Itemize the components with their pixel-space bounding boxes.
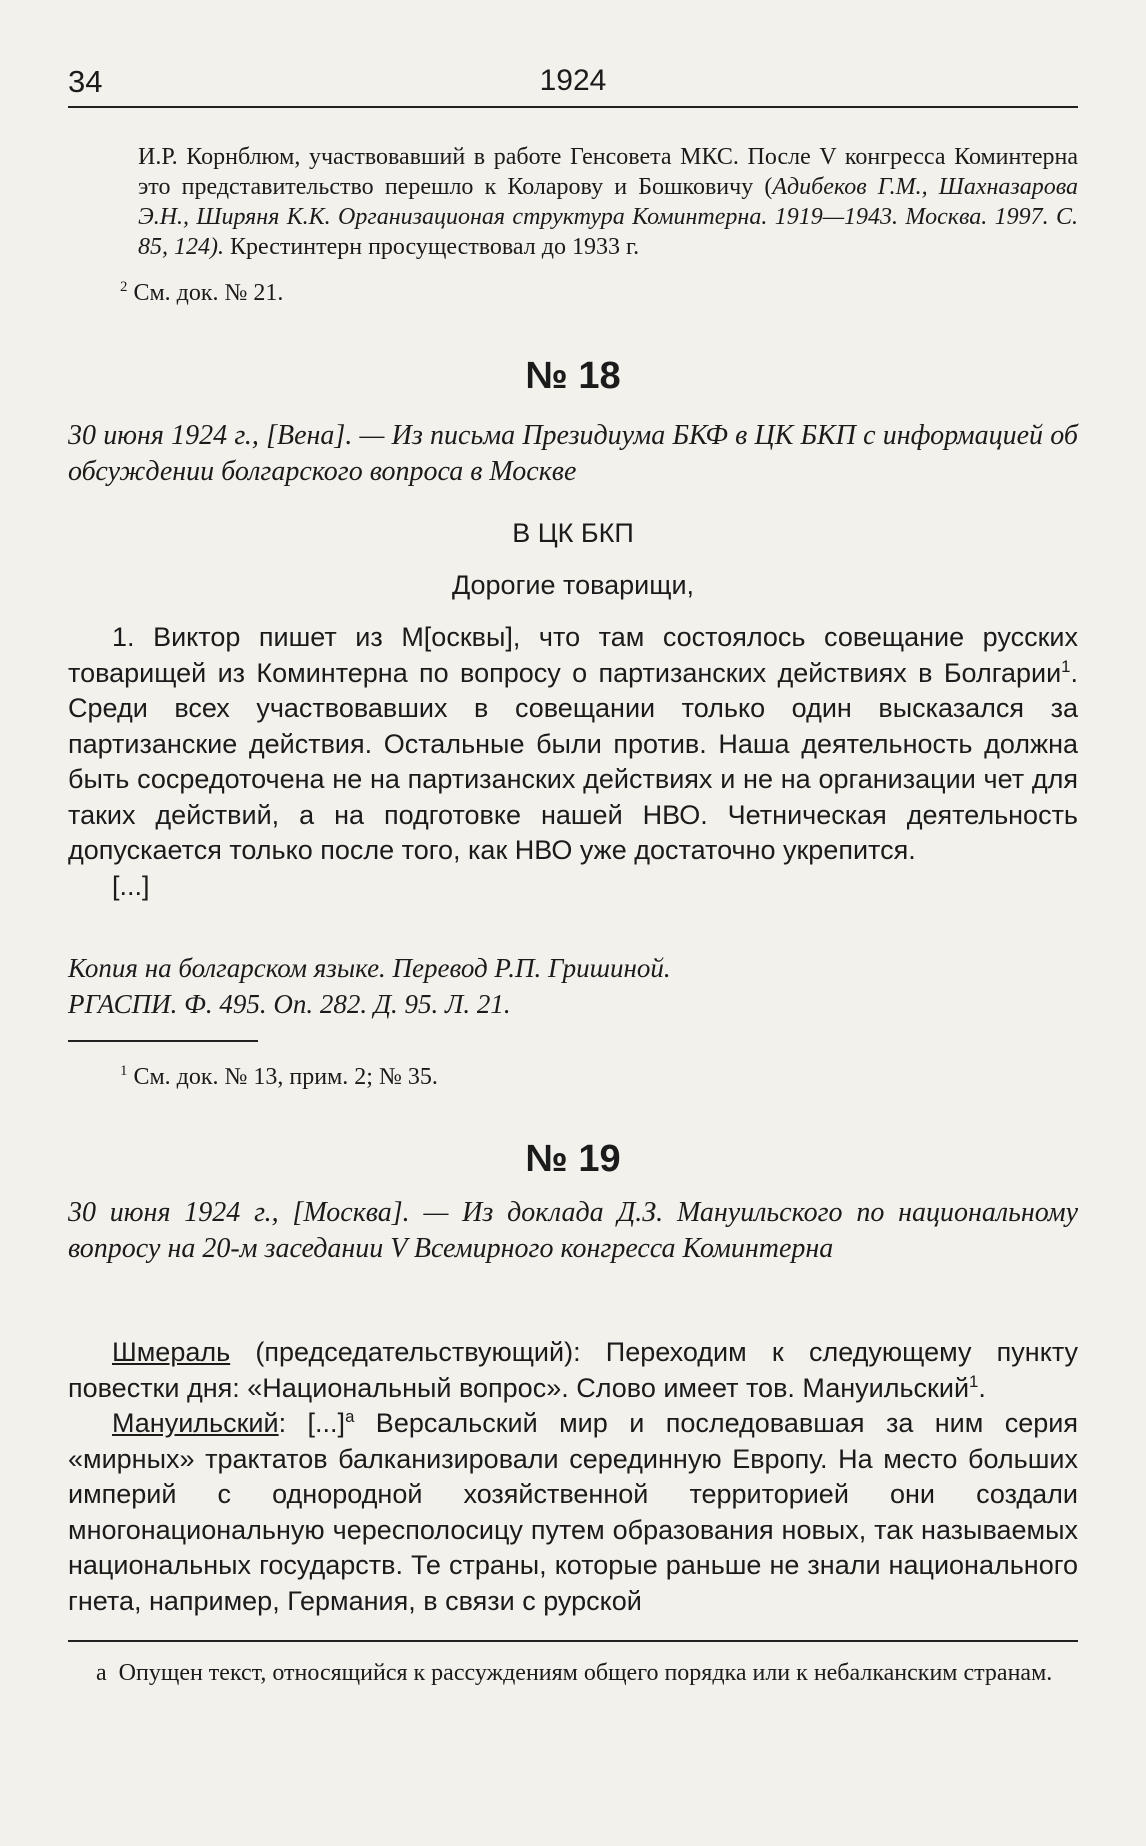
document-18-paragraph-1-rest: . Среди всех участвовавших в совещании только один высказался за партизанские действия. Остальные были против. Наша деятельность должна быть сосредоточена не на партизанских действиях и не на организации чет для таких действий, а на подготовке нашей НВО. Четническая деятельность допускается только после того, как НВО уже достаточно укрепится. bbox=[68, 657, 1078, 865]
continued-footnote-text-end: Крестинтерн просуществовал до 1933 г. bbox=[224, 234, 640, 260]
speech-shmeral-end: . bbox=[978, 1372, 986, 1403]
document-18-body bbox=[68, 620, 1078, 904]
document-number-19: № 19 bbox=[525, 1138, 621, 1180]
document-18-addressee: В ЦК БКП bbox=[512, 518, 634, 548]
document-18-footnote bbox=[120, 1062, 1100, 1092]
document-19-footnote-text: Опущен текст, относящийся к рассуждениям общего порядка или к небалканским странам. bbox=[118, 1660, 1053, 1686]
archive-note bbox=[68, 950, 1078, 1022]
archive-note-reference: РГАСПИ. Ф. 495. Оп. 282. Д. 95. Л. 21. bbox=[68, 989, 511, 1019]
document-19-footnote-marker: а bbox=[96, 1660, 107, 1686]
continued-footnote-citation: Адибеков Г.М., Шахназарова Э.Н., Ширяня К.К. Организационая структура Коминтерна. 1919—1943. Москва. 1997. С. 85, 124). bbox=[138, 174, 1078, 260]
page-number: 34 bbox=[68, 64, 103, 99]
document-18-heading: 30 июня 1924 г., [Вена]. — Из письма Президиума БКФ в ЦК БКП с информацией об обсуждении болгарского вопроса в Москве bbox=[68, 420, 1078, 487]
footnote-divider bbox=[68, 1640, 1078, 1642]
archive-note-translation: Копия на болгарском языке. Перевод Р.П. Гришиной. bbox=[68, 953, 671, 983]
speaker-manuilsky: Мануильский bbox=[112, 1408, 279, 1438]
footnote-divider bbox=[68, 1040, 258, 1042]
footnote-2-marker: 2 bbox=[120, 279, 128, 295]
continued-footnote bbox=[138, 142, 1078, 262]
document-18-salutation: Дорогие товарищи, bbox=[451, 570, 695, 600]
document-19-body bbox=[68, 1335, 1078, 1619]
speech-manuilsky-omission: : [...] bbox=[278, 1408, 346, 1438]
footnote-2 bbox=[120, 280, 283, 307]
footnote-ref-a: a bbox=[345, 1407, 355, 1426]
footnote-ref-1: 1 bbox=[1061, 656, 1071, 676]
document-18-paragraph-1: 1. Виктор пишет из М[осквы], что там состоялось совещание русских товарищей из Коминтерна по вопросу о партизанских действиях в Болгарии bbox=[68, 622, 1078, 688]
footnote-2-text: См. док. № 21. bbox=[133, 280, 284, 306]
document-19-footnote bbox=[96, 1658, 1078, 1688]
speaker-shmeral: Шмераль bbox=[112, 1337, 231, 1367]
omission-mark: [...] bbox=[112, 870, 150, 901]
continued-footnote-text: И.Р. Корнблюм, участвовавший в работе Генсовета МКС. После V конгресса Коминтерна это представительство перешло к Коларову и Бошковичу ( bbox=[138, 144, 1078, 200]
running-header bbox=[68, 58, 1078, 108]
running-title-year: 1924 bbox=[539, 64, 607, 97]
document-18-footnote-text: См. док. № 13, прим. 2; № 35. bbox=[133, 1064, 438, 1090]
document-19-heading: 30 июня 1924 г., [Москва]. — Из доклада Д.З. Мануильского по национальному вопросу на 20-м заседании V Всемирного конгресса Коминтерна bbox=[68, 1197, 1078, 1264]
speech-shmeral: (председательствующий): Переходим к следующему пункту повестки дня: «Национальный вопрос». Слово имеет тов. Мануильский bbox=[68, 1337, 1078, 1403]
document-number-18: № 18 bbox=[525, 355, 621, 397]
footnote-ref-1: 1 bbox=[969, 1371, 979, 1391]
document-18-footnote-marker: 1 bbox=[120, 1063, 128, 1079]
speech-manuilsky: Версальский мир и последовавшая за ним серия «мирных» трактатов балканизировали серединную Европу. На место больших империй с однородной хозяйственной территорией они создали многонациональную чересполосицу путем образования новых, так называемых национальных государств. Те страны, которые раньше не знали национального гнета, например, Германия, в связи с рурской bbox=[68, 1408, 1078, 1616]
